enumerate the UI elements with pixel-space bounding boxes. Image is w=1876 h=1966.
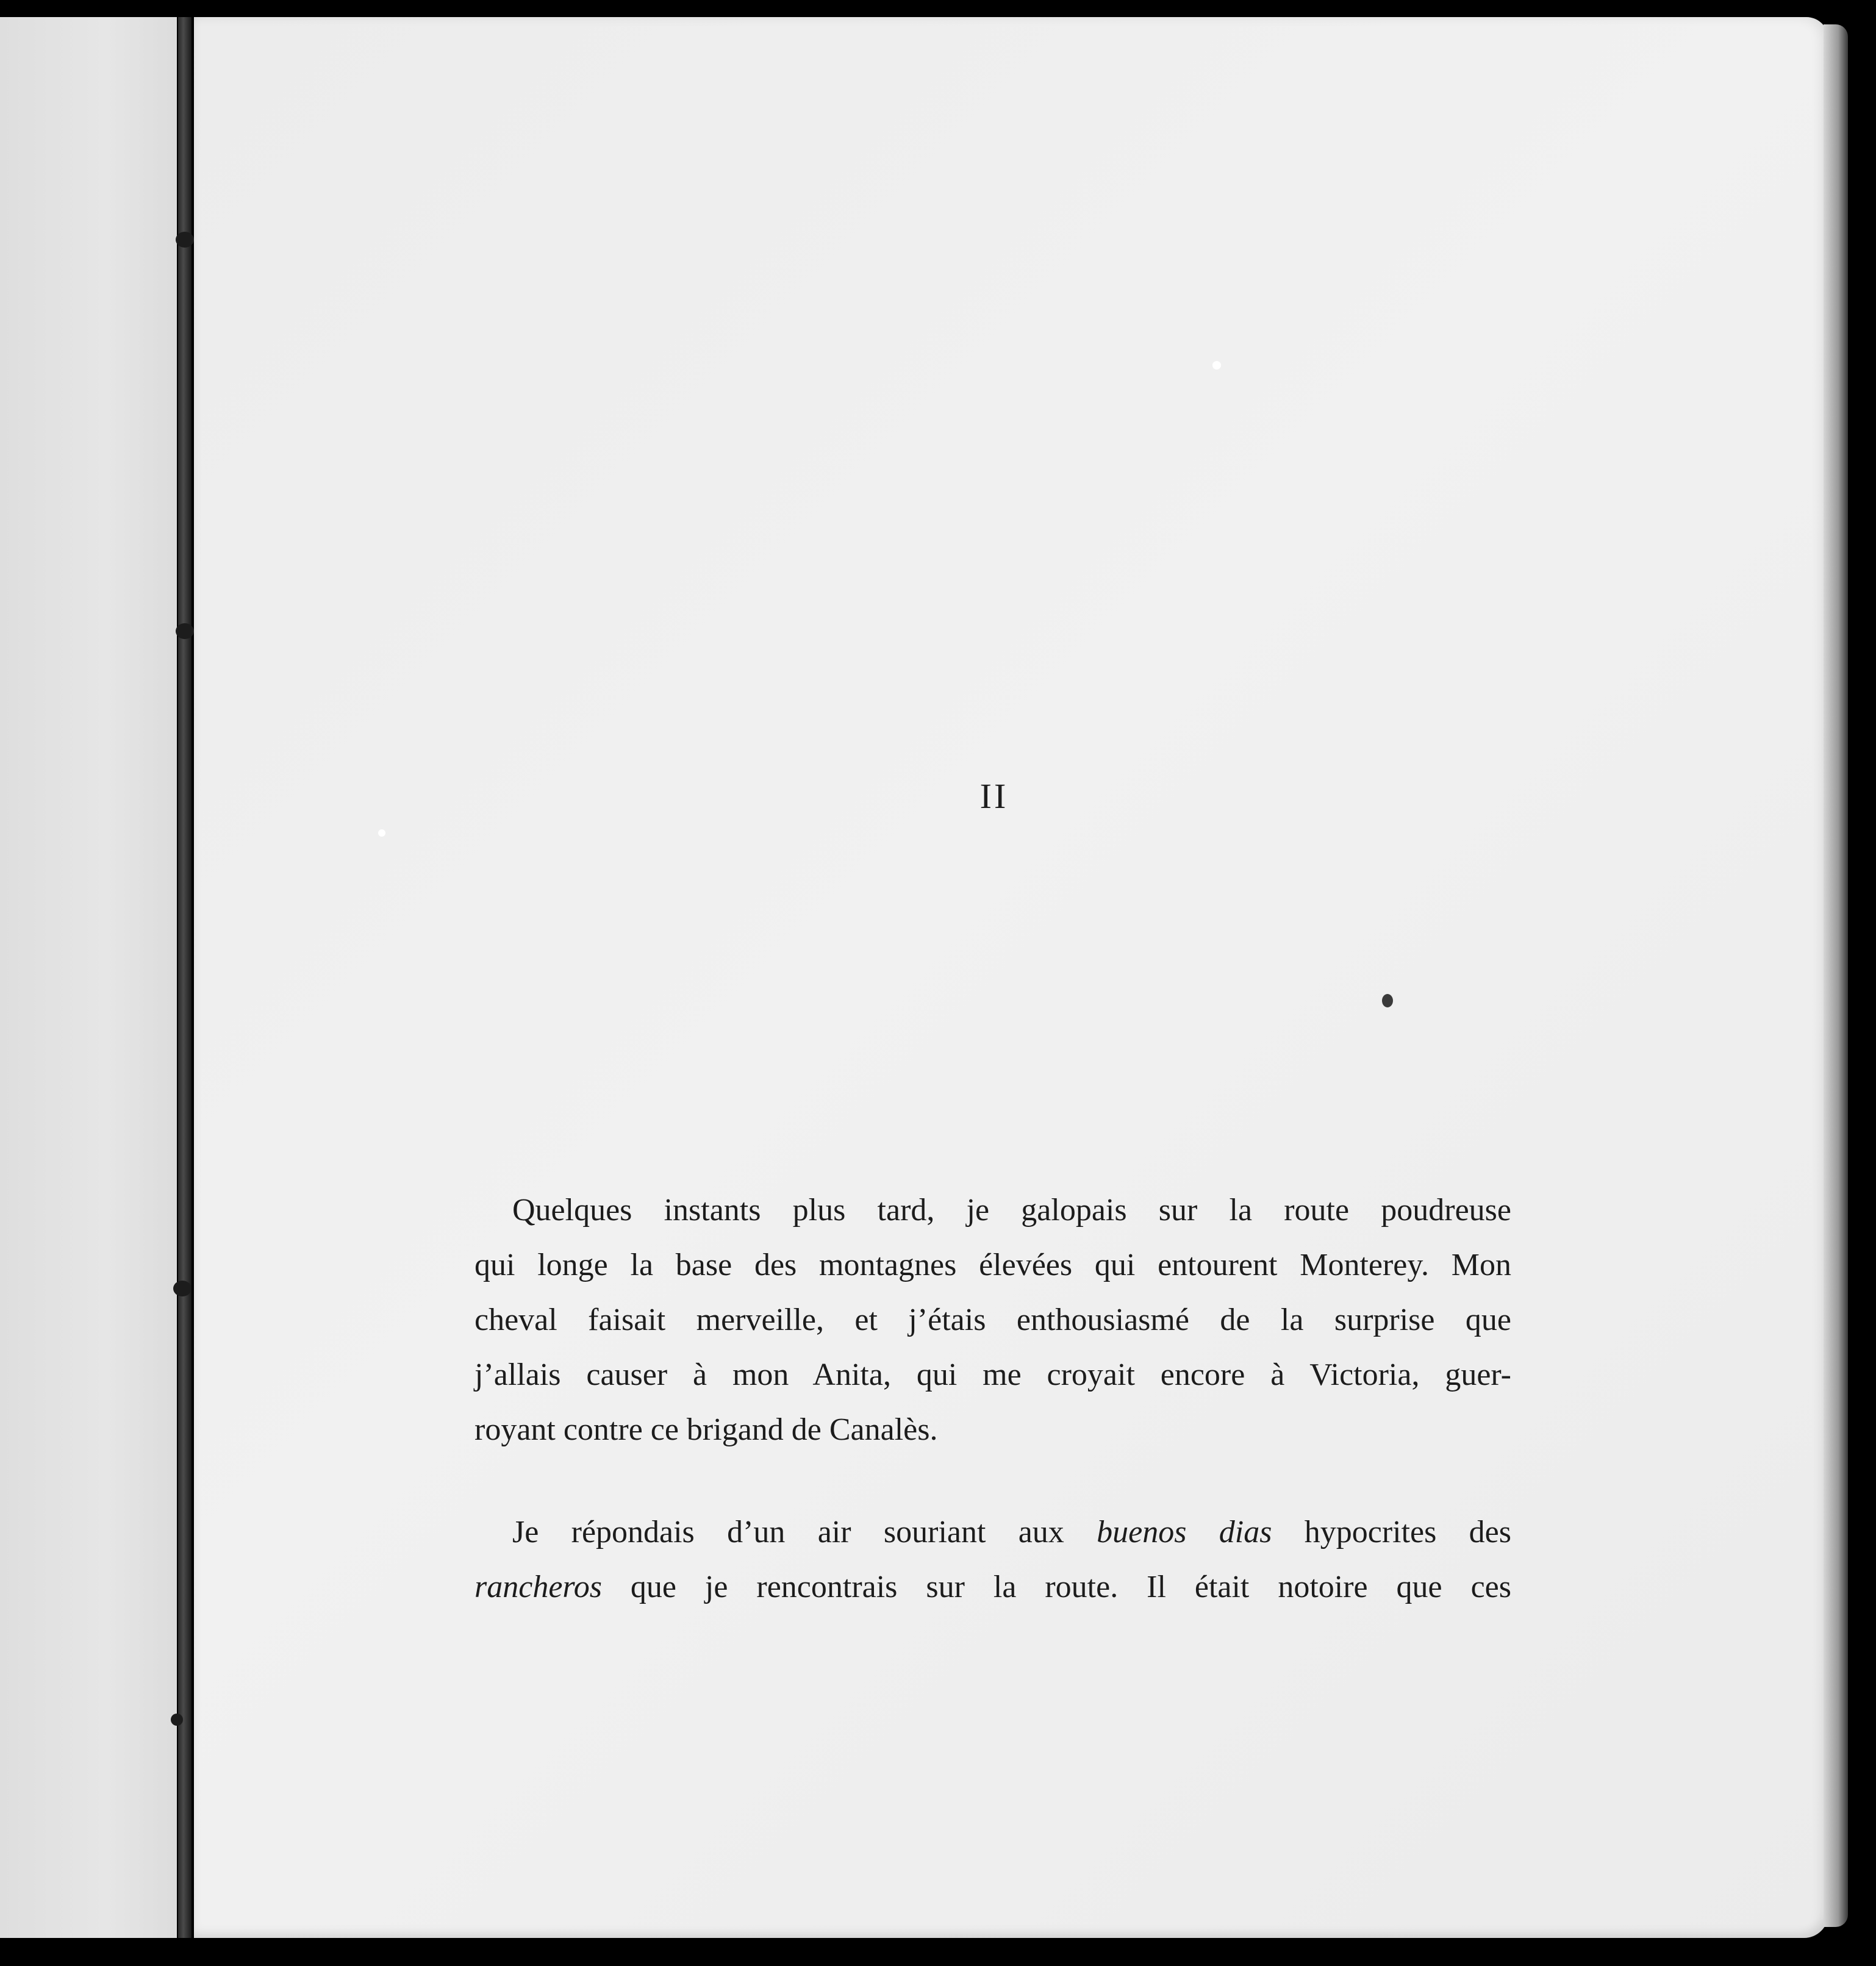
binding-stitch [176,623,194,639]
text-run: que je rencontrais sur la route. Il était notoire que ces [601,1570,1511,1604]
ink-speck [1212,361,1221,370]
ink-speck [1382,994,1393,1007]
text-run: Je répondais d’un air souriant aux [512,1515,1097,1550]
book-page [194,17,1828,1938]
text-line: j’allais causer à mon Anita, qui me croyait encore à Victoria, guer- [474,1357,1511,1392]
text-line: Quelques instants plus tard, je galopais sur la route poudreuse [512,1193,1511,1228]
text-line [474,1505,1511,1560]
italic-phrase: buenos dias [1097,1515,1272,1550]
ink-speck [378,829,385,837]
text-line [474,1560,1511,1615]
binding-stitch [173,1281,192,1296]
page-edge-shadow [1824,24,1848,1927]
binding-stitch [171,1714,183,1726]
text-run: hypocrites des [1272,1515,1511,1550]
body-text [474,1183,1511,1615]
binding-stitch [176,232,194,248]
text-line: qui longe la base des montagnes élevées qui entourent Monterey. Mon [474,1248,1511,1282]
italic-phrase: rancheros [474,1570,602,1604]
paragraph-gap [474,1457,1511,1505]
book-spine [178,17,192,1938]
text-line: cheval faisait merveille, et j’étais enthousiasmé de la surprise que [474,1303,1511,1337]
chapter-heading: II [979,776,1009,816]
text-line: royant contre ce brigand de Canalès. [474,1412,938,1447]
facing-page-margin [0,17,177,1938]
